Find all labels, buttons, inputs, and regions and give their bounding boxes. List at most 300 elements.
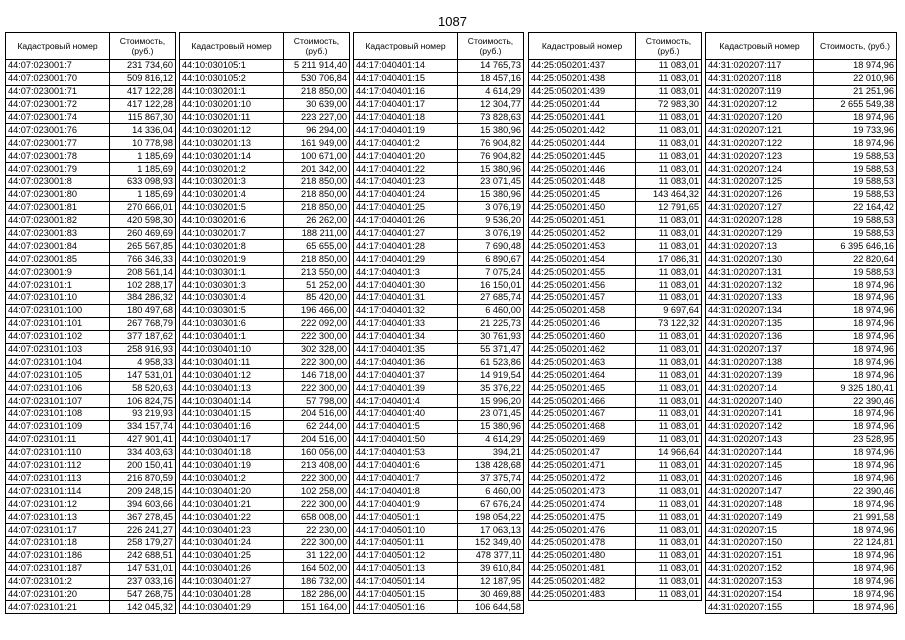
cost-cell: 18 974,96: [814, 304, 897, 317]
cadastral-number-cell: 44:17:040401:23: [354, 176, 458, 189]
cost-cell: 204 516,00: [284, 408, 350, 421]
cadastral-number-cell: 44:10:030301:6: [180, 317, 284, 330]
table-row: [180, 85, 350, 98]
cost-cell: 198 054,22: [458, 511, 524, 524]
cost-cell: 27 685,74: [458, 292, 524, 305]
cost-cell: 61 523,86: [458, 356, 524, 369]
cadastral-number-cell: 44:25:050201:460: [529, 330, 636, 343]
table-row: [706, 382, 897, 395]
table-row: [706, 111, 897, 124]
cadastral-table: [179, 32, 350, 614]
table-row: [706, 524, 897, 537]
table-row: [6, 201, 176, 214]
cadastral-number-cell: 44:10:030201:7: [180, 227, 284, 240]
table-row: [180, 485, 350, 498]
cadastral-number-cell: 44:31:020207:155: [706, 601, 814, 614]
cost-cell: 186 732,00: [284, 575, 350, 588]
table-row: [706, 459, 897, 472]
table-row: [6, 124, 176, 137]
cadastral-table: [705, 32, 897, 614]
table-row: [180, 176, 350, 189]
cadastral-number-cell: 44:25:050201:476: [529, 524, 636, 537]
table-row: [354, 266, 524, 279]
cost-cell: 6 395 646,16: [814, 240, 897, 253]
cadastral-number-cell: 44:31:020207:147: [706, 485, 814, 498]
table-row: [354, 485, 524, 498]
cadastral-number-cell: 44:07:023101:1: [6, 279, 110, 292]
table-row: [529, 214, 702, 227]
table-row: [6, 317, 176, 330]
cost-cell: 258 179,27: [110, 536, 176, 549]
table-row: [180, 317, 350, 330]
table-row: [529, 266, 702, 279]
cadastral-number-cell: 44:10:030201:6: [180, 214, 284, 227]
table-row: [6, 446, 176, 459]
cadastral-number-cell: 44:25:050201:45: [529, 188, 636, 201]
cadastral-number-cell: 44:31:020207:122: [706, 137, 814, 150]
cost-cell: 4 614,29: [458, 433, 524, 446]
cadastral-number-cell: 44:17:040401:39: [354, 382, 458, 395]
cadastral-number-cell: 44:10:030401:28: [180, 588, 284, 601]
cost-cell: 384 286,32: [110, 292, 176, 305]
column-header-cadastral-number: Кадастровый номер: [180, 33, 284, 60]
cadastral-number-cell: 44:31:020207:125: [706, 176, 814, 189]
cadastral-number-cell: 44:31:020207:133: [706, 292, 814, 305]
table-row: [180, 524, 350, 537]
cost-cell: 218 850,00: [284, 188, 350, 201]
cost-cell: 188 211,00: [284, 227, 350, 240]
cost-cell: 85 420,00: [284, 292, 350, 305]
cost-cell: 18 974,96: [814, 420, 897, 433]
cost-cell: 4 614,29: [458, 85, 524, 98]
cost-cell: 11 083,01: [636, 536, 702, 549]
cost-cell: 58 520,63: [110, 382, 176, 395]
cadastral-number-cell: 44:07:023001:76: [6, 124, 110, 137]
table-row: [354, 253, 524, 266]
cadastral-number-cell: 44:17:040401:16: [354, 85, 458, 98]
cadastral-number-cell: 44:31:020207:15: [706, 524, 814, 537]
cadastral-number-cell: 44:07:023001:72: [6, 98, 110, 111]
table-row: [529, 137, 702, 150]
cadastral-number-cell: 44:31:020207:13: [706, 240, 814, 253]
table-row: [706, 214, 897, 227]
table-row: [6, 266, 176, 279]
page-number: 1087: [438, 14, 467, 29]
cost-cell: 9 536,20: [458, 214, 524, 227]
cadastral-number-cell: 44:31:020207:141: [706, 408, 814, 421]
cost-cell: 22 390,46: [814, 485, 897, 498]
table-row: [529, 227, 702, 240]
cadastral-number-cell: 44:25:050201:438: [529, 72, 636, 85]
table-row: [706, 279, 897, 292]
cost-cell: 18 974,96: [814, 601, 897, 614]
cost-cell: 11 083,01: [636, 85, 702, 98]
cadastral-number-cell: 44:17:040501:14: [354, 575, 458, 588]
table-row: [706, 60, 897, 73]
table-row: [6, 253, 176, 266]
cost-cell: 11 083,01: [636, 369, 702, 382]
cadastral-number-cell: 44:07:023001:78: [6, 150, 110, 163]
table-row: [706, 292, 897, 305]
table-row: [706, 498, 897, 511]
table-row: [354, 498, 524, 511]
cadastral-number-cell: 44:10:030401:20: [180, 485, 284, 498]
cost-cell: 19 733,96: [814, 124, 897, 137]
table-row: [180, 472, 350, 485]
cadastral-number-cell: 44:17:040401:32: [354, 304, 458, 317]
table-row: [529, 304, 702, 317]
table-row: [6, 433, 176, 446]
cadastral-number-cell: 44:17:040501:12: [354, 549, 458, 562]
table-row: [706, 562, 897, 575]
cost-cell: 478 377,11: [458, 549, 524, 562]
cadastral-number-cell: 44:07:023001:85: [6, 253, 110, 266]
cost-cell: 242 688,51: [110, 549, 176, 562]
table-row: [706, 472, 897, 485]
cost-cell: 18 974,96: [814, 356, 897, 369]
cost-cell: 18 974,96: [814, 498, 897, 511]
cost-cell: 216 870,59: [110, 472, 176, 485]
table-row: [529, 408, 702, 421]
cost-cell: 11 083,01: [636, 111, 702, 124]
cadastral-number-cell: 44:31:020207:151: [706, 549, 814, 562]
cost-cell: 142 045,32: [110, 601, 176, 614]
cadastral-number-cell: 44:25:050201:47: [529, 446, 636, 459]
table-row: [180, 60, 350, 73]
table-row: [6, 85, 176, 98]
cadastral-number-cell: 44:07:023001:70: [6, 72, 110, 85]
table-row: [529, 124, 702, 137]
cadastral-number-cell: 44:07:023101:102: [6, 330, 110, 343]
cadastral-number-cell: 44:31:020207:127: [706, 201, 814, 214]
cadastral-number-cell: 44:17:040401:7: [354, 472, 458, 485]
cadastral-number-cell: 44:31:020207:154: [706, 588, 814, 601]
table-row: [706, 304, 897, 317]
cadastral-number-cell: 44:17:040401:53: [354, 446, 458, 459]
cost-cell: 55 371,47: [458, 343, 524, 356]
table-row: [354, 60, 524, 73]
cost-cell: 509 816,12: [110, 72, 176, 85]
table-row: [180, 343, 350, 356]
cadastral-number-cell: 44:25:050201:450: [529, 201, 636, 214]
cadastral-number-cell: 44:31:020207:118: [706, 72, 814, 85]
cost-cell: 11 083,01: [636, 240, 702, 253]
cadastral-number-cell: 44:17:040401:30: [354, 279, 458, 292]
cadastral-number-cell: 44:07:023101:105: [6, 369, 110, 382]
table-row: [529, 356, 702, 369]
cost-cell: 11 083,01: [636, 433, 702, 446]
cost-cell: 394 603,66: [110, 498, 176, 511]
table-row: [180, 214, 350, 227]
cost-cell: 15 380,96: [458, 188, 524, 201]
cadastral-number-cell: 44:10:030401:23: [180, 524, 284, 537]
cadastral-number-cell: 44:10:030201:12: [180, 124, 284, 137]
cadastral-number-cell: 44:17:040501:10: [354, 524, 458, 537]
cost-cell: 15 996,20: [458, 395, 524, 408]
table-row: [354, 369, 524, 382]
cost-cell: 76 904,82: [458, 137, 524, 150]
cadastral-number-cell: 44:17:040401:27: [354, 227, 458, 240]
cost-cell: 31 122,00: [284, 549, 350, 562]
cost-cell: 62 244,00: [284, 420, 350, 433]
table-row: [180, 601, 350, 614]
cost-cell: 182 286,00: [284, 588, 350, 601]
table-row: [529, 420, 702, 433]
cost-cell: 18 457,16: [458, 72, 524, 85]
cadastral-number-cell: 44:10:030401:14: [180, 395, 284, 408]
cost-cell: 11 083,01: [636, 150, 702, 163]
cost-cell: 18 974,96: [814, 588, 897, 601]
cost-cell: 223 227,00: [284, 111, 350, 124]
table-row: [706, 72, 897, 85]
cadastral-number-cell: 44:10:030201:4: [180, 188, 284, 201]
cadastral-number-cell: 44:31:020207:130: [706, 253, 814, 266]
table-row: [180, 549, 350, 562]
table-row: [354, 459, 524, 472]
cost-cell: 73 828,63: [458, 111, 524, 124]
table-row: [6, 408, 176, 421]
cost-cell: 218 850,00: [284, 176, 350, 189]
cadastral-number-cell: 44:31:020207:137: [706, 343, 814, 356]
cadastral-number-cell: 44:25:050201:439: [529, 85, 636, 98]
cost-cell: 18 974,96: [814, 279, 897, 292]
cadastral-number-cell: 44:10:030401:15: [180, 408, 284, 421]
cadastral-number-cell: 44:25:050201:46: [529, 317, 636, 330]
cost-cell: 11 083,01: [636, 227, 702, 240]
cadastral-number-cell: 44:10:030105:2: [180, 72, 284, 85]
table-row: [354, 446, 524, 459]
cadastral-number-cell: 44:25:050201:474: [529, 498, 636, 511]
table-row: [706, 227, 897, 240]
table-row: [706, 446, 897, 459]
cost-cell: 19 588,53: [814, 176, 897, 189]
cost-cell: 65 655,00: [284, 240, 350, 253]
cadastral-number-cell: 44:10:030301:4: [180, 292, 284, 305]
cadastral-number-cell: 44:10:030201:10: [180, 98, 284, 111]
table-row: [354, 549, 524, 562]
cost-cell: 201 342,00: [284, 163, 350, 176]
cadastral-number-cell: 44:31:020207:138: [706, 356, 814, 369]
table-row: [706, 395, 897, 408]
cost-cell: 11 083,01: [636, 214, 702, 227]
table-row: [706, 150, 897, 163]
cadastral-number-cell: 44:17:040401:37: [354, 369, 458, 382]
table-row: [706, 601, 897, 614]
cost-cell: 218 850,00: [284, 253, 350, 266]
cost-cell: 420 598,30: [110, 214, 176, 227]
table-header-row: [706, 33, 897, 60]
table-row: [529, 524, 702, 537]
table-row: [354, 163, 524, 176]
table-row: [354, 137, 524, 150]
cost-cell: 23 071,45: [458, 176, 524, 189]
cost-cell: 138 428,68: [458, 459, 524, 472]
cost-cell: 367 278,45: [110, 511, 176, 524]
table-row: [706, 253, 897, 266]
cadastral-number-cell: 44:07:023001:83: [6, 227, 110, 240]
cost-cell: 222 092,00: [284, 317, 350, 330]
cadastral-number-cell: 44:10:030105:1: [180, 60, 284, 73]
cadastral-number-cell: 44:25:050201:483: [529, 588, 636, 601]
table-row: [706, 137, 897, 150]
cost-cell: 11 083,01: [636, 176, 702, 189]
cost-cell: 213 550,00: [284, 266, 350, 279]
cost-cell: 18 974,96: [814, 446, 897, 459]
table-row: [180, 498, 350, 511]
cost-cell: 96 294,00: [284, 124, 350, 137]
cadastral-number-cell: 44:17:040401:2: [354, 137, 458, 150]
cost-cell: 164 502,00: [284, 562, 350, 575]
cost-cell: 18 974,96: [814, 524, 897, 537]
cadastral-number-cell: 44:07:023101:13: [6, 511, 110, 524]
cadastral-number-cell: 44:25:050201:451: [529, 214, 636, 227]
cadastral-number-cell: 44:17:040401:40: [354, 408, 458, 421]
cadastral-number-cell: 44:31:020207:148: [706, 498, 814, 511]
cadastral-number-cell: 44:31:020207:152: [706, 562, 814, 575]
table-row: [6, 137, 176, 150]
table-row: [180, 279, 350, 292]
table-row: [529, 498, 702, 511]
cost-cell: 30 761,93: [458, 330, 524, 343]
cadastral-number-cell: 44:25:050201:458: [529, 304, 636, 317]
cadastral-number-cell: 44:25:050201:480: [529, 549, 636, 562]
table-row: [354, 150, 524, 163]
cadastral-number-cell: 44:31:020207:129: [706, 227, 814, 240]
cadastral-number-cell: 44:31:020207:144: [706, 446, 814, 459]
column-header-cadastral-number: Кадастровый номер: [529, 33, 636, 60]
column-header-cost: Стоимость, (руб.): [458, 33, 524, 60]
cost-cell: 260 469,69: [110, 227, 176, 240]
table-row: [6, 459, 176, 472]
cadastral-number-cell: 44:10:030201:13: [180, 137, 284, 150]
cost-cell: 200 150,41: [110, 459, 176, 472]
cost-cell: 19 588,53: [814, 150, 897, 163]
cadastral-number-cell: 44:25:050201:455: [529, 266, 636, 279]
column-header-cost: Стоимость, (руб.): [636, 33, 702, 60]
table-row: [180, 562, 350, 575]
cost-cell: 18 974,96: [814, 343, 897, 356]
table-row: [529, 395, 702, 408]
table-row: [529, 549, 702, 562]
table-row: [6, 575, 176, 588]
table-row: [706, 575, 897, 588]
cadastral-number-cell: 44:31:020207:149: [706, 511, 814, 524]
cost-cell: 115 867,30: [110, 111, 176, 124]
cadastral-number-cell: 44:07:023101:17: [6, 524, 110, 537]
table-row: [354, 304, 524, 317]
table-row: [529, 446, 702, 459]
table-row: [6, 536, 176, 549]
cost-cell: 4 958,33: [110, 356, 176, 369]
cost-cell: 258 916,93: [110, 343, 176, 356]
table-row: [180, 124, 350, 137]
cadastral-number-cell: 44:25:050201:445: [529, 150, 636, 163]
table-row: [706, 408, 897, 421]
cadastral-number-cell: 44:31:020207:142: [706, 420, 814, 433]
cost-cell: 11 083,01: [636, 575, 702, 588]
table-row: [354, 176, 524, 189]
cost-cell: 11 083,01: [636, 330, 702, 343]
cost-cell: 18 974,96: [814, 408, 897, 421]
cost-cell: 39 610,84: [458, 562, 524, 575]
table-row: [180, 433, 350, 446]
cost-cell: 57 798,00: [284, 395, 350, 408]
cost-cell: 22 230,00: [284, 524, 350, 537]
cost-cell: 180 497,68: [110, 304, 176, 317]
cost-cell: 147 531,01: [110, 562, 176, 575]
table-row: [180, 266, 350, 279]
table-row: [529, 588, 702, 601]
cadastral-number-cell: 44:25:050201:446: [529, 163, 636, 176]
cost-cell: 22 010,96: [814, 72, 897, 85]
cost-cell: 18 974,96: [814, 137, 897, 150]
cost-cell: 6 890,67: [458, 253, 524, 266]
cadastral-number-cell: 44:10:030401:25: [180, 549, 284, 562]
cost-cell: 11 083,01: [636, 163, 702, 176]
cost-cell: 21 225,73: [458, 317, 524, 330]
cost-cell: 208 561,14: [110, 266, 176, 279]
table-row: [6, 472, 176, 485]
cost-cell: 222 300,00: [284, 356, 350, 369]
cost-cell: 11 083,01: [636, 562, 702, 575]
cost-cell: 51 252,00: [284, 279, 350, 292]
cost-cell: 427 901,41: [110, 433, 176, 446]
cost-cell: 11 083,01: [636, 124, 702, 137]
cost-cell: 11 083,01: [636, 266, 702, 279]
cost-cell: 222 300,00: [284, 498, 350, 511]
column-header-cost: Стоимость, (руб.): [110, 33, 176, 60]
cadastral-number-cell: 44:17:040401:24: [354, 188, 458, 201]
table-row: [180, 382, 350, 395]
table-row: [529, 188, 702, 201]
cost-cell: 160 056,00: [284, 446, 350, 459]
table-row: [706, 343, 897, 356]
table-row: [180, 292, 350, 305]
cadastral-number-cell: 44:07:023101:110: [6, 446, 110, 459]
cost-cell: 17 063,13: [458, 524, 524, 537]
table-row: [706, 176, 897, 189]
cadastral-number-cell: 44:07:023101:100: [6, 304, 110, 317]
cost-cell: 18 974,96: [814, 317, 897, 330]
cost-cell: 30 639,00: [284, 98, 350, 111]
cost-cell: 16 150,01: [458, 279, 524, 292]
cadastral-number-cell: 44:07:023101:20: [6, 588, 110, 601]
table-row: [529, 150, 702, 163]
cost-cell: 394,21: [458, 446, 524, 459]
table-row: [6, 524, 176, 537]
cadastral-number-cell: 44:10:030401:11: [180, 356, 284, 369]
table-row: [180, 201, 350, 214]
cadastral-number-cell: 44:07:023101:112: [6, 459, 110, 472]
cadastral-number-cell: 44:31:020207:145: [706, 459, 814, 472]
table-row: [6, 176, 176, 189]
cadastral-number-cell: 44:10:030301:5: [180, 304, 284, 317]
cadastral-number-cell: 44:17:040401:34: [354, 330, 458, 343]
cadastral-number-cell: 44:25:050201:448: [529, 176, 636, 189]
table-row: [354, 214, 524, 227]
cost-cell: 633 098,93: [110, 176, 176, 189]
cadastral-number-cell: 44:17:040401:6: [354, 459, 458, 472]
cost-cell: 658 008,00: [284, 511, 350, 524]
cadastral-number-cell: 44:07:023101:113: [6, 472, 110, 485]
table-row: [354, 356, 524, 369]
table-row: [706, 240, 897, 253]
table-row: [6, 485, 176, 498]
cadastral-number-cell: 44:25:050201:442: [529, 124, 636, 137]
cadastral-number-cell: 44:07:023101:109: [6, 420, 110, 433]
cadastral-number-cell: 44:31:020207:119: [706, 85, 814, 98]
cost-cell: 18 974,96: [814, 330, 897, 343]
